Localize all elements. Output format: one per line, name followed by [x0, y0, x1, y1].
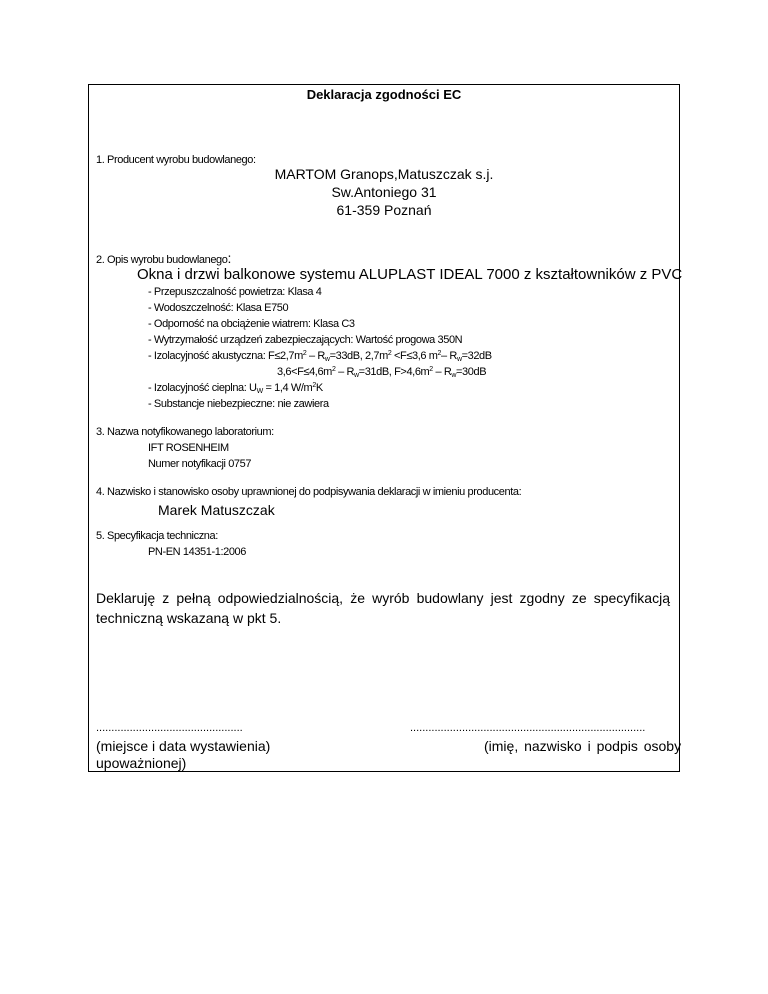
acoustic-text: <F≤3,6 m — [391, 350, 438, 362]
signature-dots: ............................................................................. — [410, 722, 646, 734]
producer-name: MARTOM Granops,Matuszczak s.j. — [274, 166, 494, 182]
property-item: - Odporność na obciążenie wiatrem: Klasa C3 — [148, 318, 355, 330]
acoustic-text: =30dB — [456, 366, 487, 378]
declaration-statement: Deklaruję z pełną odpowiedzialnością, że wyrób budowlany jest zgodny ze specyfikacją techniczną wskazaną w pkt 5. — [96, 590, 670, 626]
thermal-text: K — [315, 382, 323, 394]
acoustic-insulation-line2 — [277, 366, 486, 379]
property-item: - Wytrzymałość urządzeń zabezpieczających: Wartość progowa 350N — [148, 334, 463, 346]
authorized-person-label: 4. Nazwisko i stanowisko osoby uprawnionej do podpisywania deklaracji w imieniu producenta: — [96, 486, 522, 498]
acoustic-insulation-line1 — [148, 350, 492, 363]
authorized-person-name: Marek Matuszczak — [158, 502, 275, 518]
property-item: - Wodoszczelność: Klasa E750 — [148, 302, 289, 314]
subscript: W — [256, 388, 263, 395]
acoustic-text: =31dB, F>4,6m — [358, 366, 430, 378]
dangerous-substances: - Substancje niebezpieczne: nie zawiera — [148, 398, 329, 410]
producer-city: 61-359 Poznań — [336, 202, 432, 218]
superscript: 2 — [302, 350, 307, 357]
acoustic-text: – R — [441, 350, 457, 362]
superscript: 2 — [387, 350, 392, 357]
product-name: Okna i drzwi balkonowe systemu ALUPLAST IDEAL 7000 z kształtowników z PVC — [137, 266, 683, 283]
superscript: 2 — [429, 366, 433, 373]
subscript: w — [354, 372, 359, 379]
acoustic-text: =33dB, 2,7m — [329, 350, 388, 362]
spec-label: 5. Specyfikacja techniczna: — [96, 530, 218, 542]
acoustic-text: – R — [432, 366, 452, 378]
place-date-caption: (miejsce i data wystawienia) — [96, 738, 271, 754]
acoustic-text: – R — [335, 366, 355, 378]
notification-number: Numer notyfikacji 0757 — [148, 458, 252, 470]
producer-street: Sw.Antoniego 31 — [331, 184, 437, 200]
product-description-label-text: 2. Opis wyrobu budowlanego — [96, 254, 228, 266]
acoustic-text: =32dB — [461, 350, 492, 362]
page-title: Deklaracja zgodności EC — [306, 87, 462, 102]
product-description-label — [96, 250, 231, 266]
acoustic-text: 3,6<F≤4,6m — [277, 366, 332, 378]
property-item: - Przepuszczalność powietrza: Klasa 4 — [148, 286, 322, 298]
producer-label: 1. Producent wyrobu budowlanego: — [96, 154, 256, 166]
acoustic-text: – R — [306, 350, 325, 362]
superscript: 2 — [437, 350, 442, 357]
subscript: w — [324, 356, 330, 363]
product-description-colon: : — [227, 250, 231, 266]
authorized-caption: upoważnionej) — [96, 755, 187, 771]
thermal-text: - Izolacyjność cieplna: U — [148, 382, 257, 394]
superscript: 2 — [331, 366, 336, 373]
spec-value: PN-EN 14351-1:2006 — [148, 546, 246, 558]
thermal-text: = 1,4 W/m — [262, 382, 313, 394]
subscript: w — [456, 356, 462, 363]
thermal-insulation — [148, 382, 323, 395]
lab-name: IFT ROSENHEIM — [148, 442, 229, 454]
lab-label: 3. Nazwa notyfikowanego laboratorium: — [96, 426, 274, 438]
place-date-dots: ................................................ — [96, 722, 243, 734]
superscript: 2 — [312, 382, 316, 389]
acoustic-text: - Izolacyjność akustyczna: F≤2,7m — [148, 350, 303, 362]
name-signature-caption: (imię, nazwisko i podpis osoby — [484, 738, 682, 754]
subscript: w — [451, 372, 457, 379]
